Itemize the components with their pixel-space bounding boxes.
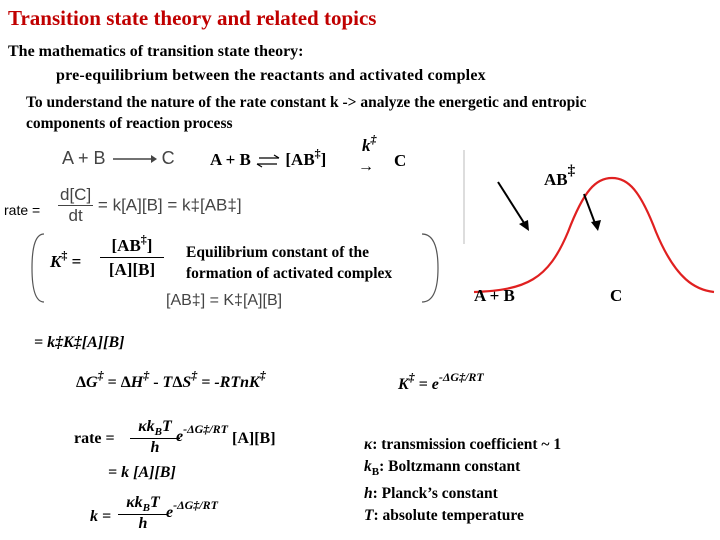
rate-expression-2: = k‡K‡[A][B] — [34, 334, 125, 351]
reaction-arrow-icon — [111, 152, 157, 166]
complex-close: ] — [320, 150, 327, 169]
forward-arrow-icon: → — [358, 158, 374, 175]
rate-expression-4: = k [A][B] — [108, 464, 176, 481]
rate-constant-k: k‡ — [362, 132, 377, 155]
rate3-label: rate = — [74, 430, 115, 447]
energy-curve — [474, 178, 714, 292]
subtitle-line1: The mathematics of transition state theory: — [8, 43, 304, 60]
rate-numerator: d[C] — [60, 185, 92, 204]
equilibrium-text-1: Equilibrium constant of the — [186, 244, 370, 261]
rate-image — [58, 185, 242, 226]
reaction-equation — [210, 146, 327, 170]
intro-line2: components of reaction process — [26, 115, 233, 132]
kdag-exponential: $K^\ddagger = e^{-\Delta G\ddagger/RT}$ — [398, 370, 484, 393]
rate-label: rate = — [4, 202, 41, 218]
reaction-image-rhs: C — [161, 148, 175, 168]
ab-image: [AB‡] = K‡[A][B] — [166, 292, 283, 309]
legend — [364, 434, 561, 527]
legend-boltzmann: $k_B$: Boltzmann constant — [364, 458, 521, 479]
reaction-image-lhs: A + B — [62, 148, 106, 168]
subtitle-line2: pre-equilibrium between the reactants and activated complex — [56, 67, 486, 84]
arrow-right-head — [591, 220, 601, 231]
page-title: Transition state theory and related topics — [8, 6, 377, 30]
energy-curve-diagram — [456, 140, 716, 310]
curve-top-label: AB‡ — [544, 163, 576, 189]
legend-planck: h: Planck’s constant — [364, 485, 498, 503]
legend-temperature: T: absolute temperature — [364, 507, 524, 525]
rate3-tail: [A][B] — [232, 430, 276, 447]
kdag-fraction: [AB‡] [A][B] — [100, 236, 164, 280]
dagger-mark: ‡ — [314, 146, 321, 160]
arrow-left-line — [498, 182, 526, 226]
intro-line1: To understand the nature of the rate constant k -> analyze the energetic and entropic — [26, 94, 587, 111]
activated-complex: [AB — [285, 150, 315, 169]
kdag-lhs: K‡ = — [50, 248, 82, 271]
curve-left-label: A + B — [474, 286, 515, 305]
bracket-left-icon — [28, 232, 48, 304]
legend-kappa: κ: transmission coefficient ~ 1 — [364, 436, 562, 453]
equilibrium-text-2: formation of activated complex — [186, 265, 393, 282]
k-label: k = — [90, 508, 112, 525]
curve-right-label: C — [610, 286, 623, 305]
reaction-product: C — [394, 151, 407, 170]
rate3-fraction: $\kappa k_BT$ h — [130, 418, 180, 457]
arrow-right-line — [584, 194, 596, 226]
rate-denominator: dt — [68, 206, 83, 225]
equilibrium-arrow-icon — [255, 154, 281, 168]
reaction-lhs: A + B — [210, 150, 251, 169]
rate-rhs: = k[A][B] = k‡[AB‡] — [97, 195, 242, 215]
k-fraction: $\kappa k_BT$ h — [118, 494, 168, 533]
k-exponential: $e^{-\Delta G\ddagger/RT}$ — [166, 498, 218, 521]
rate3-exponential: $e^{-\Delta G\ddagger/RT}$ — [176, 422, 228, 445]
thermo-equation: ΔG‡ = ΔH‡ - TΔS‡ = -RTnK‡ — [76, 368, 266, 391]
reaction-image — [62, 148, 175, 169]
bracket-right-icon — [418, 232, 442, 304]
